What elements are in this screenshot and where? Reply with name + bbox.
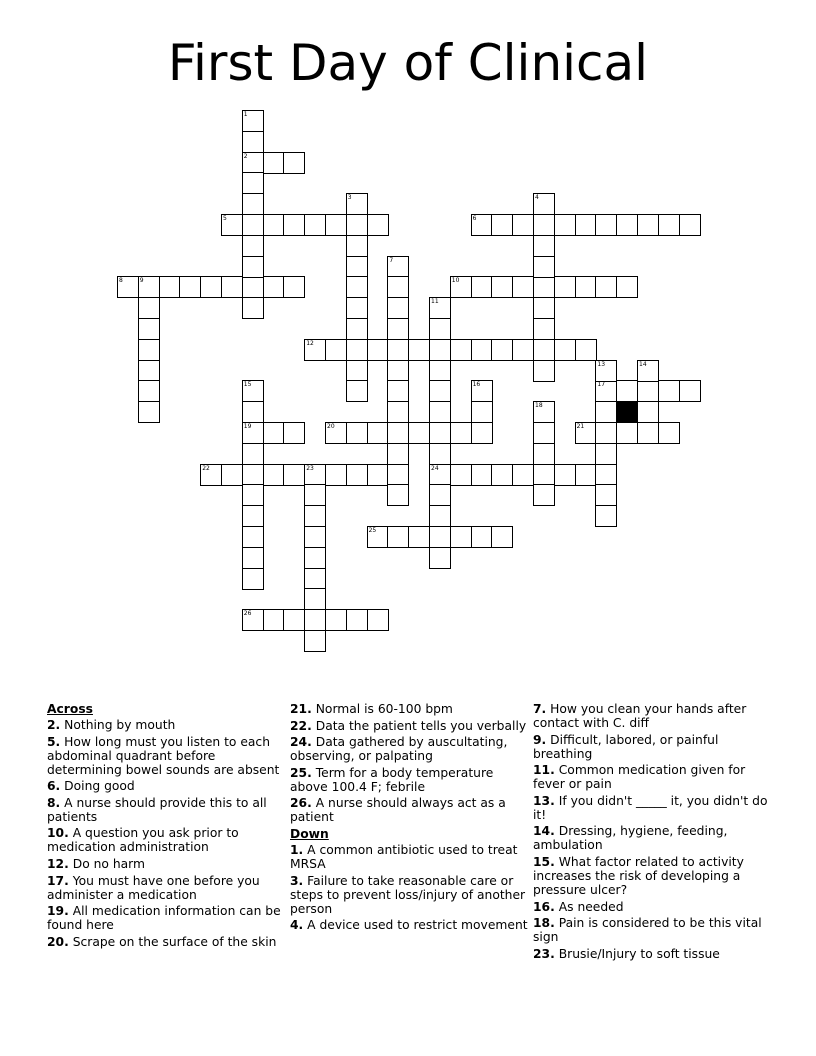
grid-cell[interactable] xyxy=(325,609,347,631)
grid-cell[interactable] xyxy=(408,339,430,361)
grid-cell[interactable] xyxy=(595,401,617,423)
grid-cell[interactable] xyxy=(346,235,368,257)
grid-cell[interactable] xyxy=(242,110,264,132)
down-clue xyxy=(533,794,773,822)
grid-cell[interactable] xyxy=(429,297,451,319)
grid-cell[interactable] xyxy=(575,214,597,236)
clues-column-1 xyxy=(47,702,287,951)
cell-number: 16 xyxy=(472,381,481,389)
down-clue xyxy=(533,702,773,730)
grid-cell[interactable] xyxy=(346,318,368,340)
grid-cell[interactable] xyxy=(283,422,305,444)
grid-cell[interactable] xyxy=(221,464,243,486)
grid-cell[interactable] xyxy=(637,214,659,236)
grid-cell[interactable] xyxy=(387,401,409,423)
clue-text: Data gathered by auscultating, observing, or palpating xyxy=(290,735,508,764)
grid-cell[interactable] xyxy=(325,339,347,361)
grid-cell[interactable] xyxy=(429,464,451,486)
grid-cell[interactable] xyxy=(304,526,326,548)
across-clue xyxy=(47,718,287,732)
clue-number: 21. xyxy=(290,702,312,716)
cell-number: 18 xyxy=(535,402,543,410)
grid-cell[interactable] xyxy=(242,401,264,423)
grid-cell[interactable] xyxy=(429,443,451,465)
grid-cell[interactable] xyxy=(304,464,326,486)
grid-cell[interactable] xyxy=(283,214,305,236)
grid-cell[interactable] xyxy=(138,318,160,340)
grid-cell[interactable] xyxy=(491,214,513,236)
across-clue xyxy=(290,735,530,763)
grid-cell[interactable] xyxy=(491,526,513,548)
clue-number: 24. xyxy=(290,735,312,750)
grid-cell[interactable] xyxy=(138,401,160,423)
grid-cell[interactable] xyxy=(387,256,409,278)
clue-text: All medication information can be found here xyxy=(47,904,281,933)
grid-cell[interactable] xyxy=(242,464,264,486)
grid-cell[interactable] xyxy=(429,380,451,402)
grid-cell[interactable] xyxy=(387,339,409,361)
cell-number: 7 xyxy=(389,256,394,264)
clue-number: 12. xyxy=(47,856,69,871)
grid-cell[interactable] xyxy=(346,360,368,382)
cell-number: 21 xyxy=(576,423,585,430)
grid-cell[interactable] xyxy=(533,339,555,361)
cell-number: 2 xyxy=(243,152,248,160)
grid-cell[interactable] xyxy=(346,297,368,319)
clue-number: 18. xyxy=(533,916,555,931)
grid-cell[interactable] xyxy=(242,609,264,631)
grid-cell[interactable] xyxy=(304,214,326,236)
grid-cell[interactable] xyxy=(554,339,576,361)
clue-text: A question you ask prior to medication administration xyxy=(47,826,239,855)
cell-number: 9 xyxy=(139,277,144,285)
down-clue xyxy=(533,916,773,944)
cell-number: 11 xyxy=(431,298,439,306)
grid-cell[interactable] xyxy=(450,464,472,486)
clue-text: Difficult, labored, or painful breathing xyxy=(533,732,719,761)
across-clue xyxy=(290,702,530,716)
clue-number: 20. xyxy=(47,934,69,949)
grid-cell[interactable] xyxy=(242,568,264,590)
grid-cell[interactable] xyxy=(575,422,597,444)
grid-cell[interactable] xyxy=(221,276,243,298)
grid-cell[interactable] xyxy=(471,339,493,361)
clue-text: Data the patient tells you verbally xyxy=(315,718,527,733)
grid-cell[interactable] xyxy=(429,505,451,527)
grid-cell[interactable] xyxy=(554,464,576,486)
clue-text: Dressing, hygiene, feeding, ambulation xyxy=(533,824,728,853)
cell-number: 13 xyxy=(597,360,606,368)
grid-cell[interactable] xyxy=(283,276,305,298)
grid-cell[interactable] xyxy=(679,380,701,402)
across-clue xyxy=(47,904,287,932)
grid-cell[interactable] xyxy=(450,339,472,361)
across-clue xyxy=(290,796,530,824)
clue-text: Normal is 60-100 bpm xyxy=(315,702,453,716)
grid-cell[interactable] xyxy=(554,276,576,298)
clue-text: Failure to take reasonable care or steps to prevent loss/injury of another person xyxy=(290,873,526,916)
grid-cell[interactable] xyxy=(117,276,139,298)
grid-cell[interactable] xyxy=(471,422,493,444)
grid-cell[interactable] xyxy=(325,214,347,236)
grid-cell[interactable] xyxy=(242,297,264,319)
grid-cell[interactable] xyxy=(242,276,264,298)
clue-number: 15. xyxy=(533,854,555,869)
cell-number: 25 xyxy=(368,527,377,534)
clues-column-3 xyxy=(533,702,773,963)
clue-text: How you clean your hands after contact with C. diff xyxy=(533,702,747,730)
grid-cell[interactable] xyxy=(242,422,264,444)
grid-cell[interactable] xyxy=(533,214,555,236)
grid-cell[interactable] xyxy=(346,193,368,215)
grid-cell[interactable] xyxy=(450,276,472,298)
clue-number: 7. xyxy=(533,702,547,716)
grid-cell[interactable] xyxy=(242,256,264,278)
grid-cell[interactable] xyxy=(263,464,285,486)
clue-number: 11. xyxy=(533,763,555,778)
grid-cell[interactable] xyxy=(304,484,326,506)
grid-cell[interactable] xyxy=(387,443,409,465)
across-clue xyxy=(47,796,287,824)
grid-cell[interactable] xyxy=(367,609,389,631)
grid-cell[interactable] xyxy=(242,443,264,465)
grid-cell[interactable] xyxy=(242,526,264,548)
clue-text: Brusie/Injury to soft tissue xyxy=(558,946,720,961)
grid-cell[interactable] xyxy=(595,505,617,527)
clue-text: How long must you listen to each abdominal quadrant before determining bowel sounds are absent xyxy=(47,734,280,777)
clue-number: 26. xyxy=(290,796,312,811)
cell-number: 23 xyxy=(306,464,314,472)
cell-number: 3 xyxy=(347,194,352,202)
grid-cell[interactable] xyxy=(138,380,160,402)
grid-cell[interactable] xyxy=(242,131,264,153)
grid-cell[interactable] xyxy=(138,276,160,298)
grid-cell[interactable] xyxy=(325,464,347,486)
grid-cell[interactable] xyxy=(533,297,555,319)
cell-number: 10 xyxy=(451,277,460,285)
grid-cell[interactable] xyxy=(471,214,493,236)
clue-text: What factor related to activity increases the risk of developing a pressure ulcer? xyxy=(533,854,744,897)
grid-cell[interactable] xyxy=(387,297,409,319)
clue-text: Pain is considered to be this vital sign xyxy=(533,916,762,945)
grid-cell[interactable] xyxy=(387,422,409,444)
grid-cell[interactable] xyxy=(658,422,680,444)
grid-cell[interactable] xyxy=(616,276,638,298)
grid-cell[interactable] xyxy=(491,464,513,486)
down-clue xyxy=(533,947,773,961)
grid-cell[interactable] xyxy=(367,526,389,548)
grid-cell[interactable] xyxy=(533,235,555,257)
grid-cell[interactable] xyxy=(533,422,555,444)
cell-number: 20 xyxy=(327,423,335,430)
clue-number: 23. xyxy=(533,946,555,961)
grid-cell[interactable] xyxy=(471,276,493,298)
grid-cell[interactable] xyxy=(595,422,617,444)
grid-cell[interactable] xyxy=(138,360,160,382)
grid-cell[interactable] xyxy=(637,422,659,444)
grid-cell[interactable] xyxy=(263,609,285,631)
grid-cell[interactable] xyxy=(304,588,326,610)
across-clue xyxy=(47,874,287,902)
grid-cell[interactable] xyxy=(346,609,368,631)
grid-cell[interactable] xyxy=(491,276,513,298)
clue-number: 10. xyxy=(47,826,69,841)
grid-cell[interactable] xyxy=(242,172,264,194)
grid-cell[interactable] xyxy=(367,339,389,361)
grid-cell[interactable] xyxy=(242,484,264,506)
grid-cell[interactable] xyxy=(533,276,555,298)
grid-cell[interactable] xyxy=(242,235,264,257)
grid-cell[interactable] xyxy=(491,339,513,361)
clue-number: 16. xyxy=(533,899,555,914)
grid-cell[interactable] xyxy=(575,464,597,486)
grid-cell[interactable] xyxy=(387,360,409,382)
grid-cell[interactable] xyxy=(616,422,638,444)
grid-cell[interactable] xyxy=(346,276,368,298)
grid-cell[interactable] xyxy=(346,380,368,402)
across-clue xyxy=(47,857,287,871)
down-clue xyxy=(290,918,530,932)
grid-cell[interactable] xyxy=(387,276,409,298)
across-clue xyxy=(290,766,530,794)
grid-cell[interactable] xyxy=(200,464,222,486)
grid-cell[interactable] xyxy=(242,505,264,527)
grid-cell[interactable] xyxy=(471,526,493,548)
grid-cell[interactable] xyxy=(533,256,555,278)
down-clue xyxy=(290,874,530,916)
clue-number: 13. xyxy=(533,793,555,808)
grid-cell[interactable] xyxy=(595,380,617,402)
grid-cell[interactable] xyxy=(179,276,201,298)
grid-cell[interactable] xyxy=(554,214,576,236)
grid-cell[interactable] xyxy=(637,401,659,423)
clue-number: 9. xyxy=(533,732,547,747)
grid-cell[interactable] xyxy=(283,609,305,631)
cell-number: 6 xyxy=(472,215,477,222)
clue-number: 8. xyxy=(47,795,61,810)
grid-cell[interactable] xyxy=(263,214,285,236)
clue-text: Term for a body temperature above 100.4 F; febrile xyxy=(290,765,494,794)
clue-text: As needed xyxy=(558,899,624,914)
clue-number: 4. xyxy=(290,918,304,933)
grid-cell[interactable] xyxy=(471,401,493,423)
grid-cell[interactable] xyxy=(242,152,264,174)
grid-cell[interactable] xyxy=(429,484,451,506)
cell-number: 19 xyxy=(243,423,252,430)
cell-number: 14 xyxy=(639,360,647,368)
grid-cell[interactable] xyxy=(387,464,409,486)
clue-number: 6. xyxy=(47,779,61,794)
clue-number: 22. xyxy=(290,718,312,733)
grid-cell[interactable] xyxy=(242,547,264,569)
grid-cell[interactable] xyxy=(387,380,409,402)
clue-text: If you didn't _____ it, you didn't do it! xyxy=(533,793,768,822)
clue-number: 3. xyxy=(290,873,304,888)
cell-number: 4 xyxy=(535,194,539,202)
clue-number: 2. xyxy=(47,718,61,732)
down-clue xyxy=(533,855,773,897)
clue-text: Scrape on the surface of the skin xyxy=(72,934,277,949)
grid-cell[interactable] xyxy=(533,360,555,382)
across-clue xyxy=(47,935,287,949)
clue-text: Nothing by mouth xyxy=(64,718,176,732)
grid-cell[interactable] xyxy=(471,464,493,486)
grid-cell[interactable] xyxy=(138,339,160,361)
grid-cell[interactable] xyxy=(429,318,451,340)
clue-text: A common antibiotic used to treat MRSA xyxy=(290,842,518,871)
clues-column-2 xyxy=(290,702,530,935)
grid-cell[interactable] xyxy=(450,422,472,444)
cell-number: 12 xyxy=(306,339,314,347)
grid-cell[interactable] xyxy=(679,214,701,236)
grid-cell[interactable] xyxy=(595,360,617,382)
clue-number: 19. xyxy=(47,904,69,919)
clue-number: 5. xyxy=(47,734,61,749)
grid-cell[interactable] xyxy=(304,609,326,631)
clue-text: A nurse should always act as a patient xyxy=(290,796,506,825)
grid-cell[interactable] xyxy=(325,422,347,444)
grid-cell[interactable] xyxy=(367,214,389,236)
puzzle-title: First Day of Clinical xyxy=(167,34,649,92)
grid-cell[interactable] xyxy=(138,297,160,319)
grid-cell[interactable] xyxy=(346,464,368,486)
grid-cell[interactable] xyxy=(263,152,285,174)
grid-cell[interactable] xyxy=(637,380,659,402)
grid-cell[interactable] xyxy=(346,214,368,236)
cell-number: 24 xyxy=(431,464,439,472)
grid-cell[interactable] xyxy=(512,276,534,298)
grid-cell[interactable] xyxy=(283,152,305,174)
grid-cell[interactable] xyxy=(637,360,659,382)
grid-cell[interactable] xyxy=(512,214,534,236)
grid-cell[interactable] xyxy=(408,526,430,548)
grid-cell[interactable] xyxy=(658,380,680,402)
grid-cell[interactable] xyxy=(533,401,555,423)
grid-cell[interactable] xyxy=(159,276,181,298)
clue-number: 25. xyxy=(290,765,312,780)
grid-cell[interactable] xyxy=(575,276,597,298)
grid-cell[interactable] xyxy=(304,505,326,527)
grid-cell[interactable] xyxy=(367,422,389,444)
grid-cell[interactable] xyxy=(304,568,326,590)
grid-cell[interactable] xyxy=(533,443,555,465)
clue-text: Doing good xyxy=(64,779,135,794)
grid-cell[interactable] xyxy=(242,193,264,215)
grid-cell[interactable] xyxy=(595,276,617,298)
grid-cell[interactable] xyxy=(616,380,638,402)
grid-cell[interactable] xyxy=(429,547,451,569)
clue-number: 17. xyxy=(47,873,69,888)
cell-number: 1 xyxy=(243,111,248,118)
grid-cell[interactable] xyxy=(533,318,555,340)
grid-cell[interactable] xyxy=(346,339,368,361)
down-clue xyxy=(533,824,773,852)
cell-number: 22 xyxy=(202,464,210,472)
grid-cell[interactable] xyxy=(595,443,617,465)
grid-cell[interactable] xyxy=(263,422,285,444)
grid-cell[interactable] xyxy=(575,339,597,361)
grid-cell[interactable] xyxy=(595,464,617,486)
grid-cell[interactable] xyxy=(367,464,389,486)
down-heading: Down xyxy=(290,826,329,841)
clue-text: You must have one before you administer a medication xyxy=(47,873,260,902)
clue-number: 14. xyxy=(533,824,555,839)
grid-cell[interactable] xyxy=(471,380,493,402)
down-clue xyxy=(533,900,773,914)
grid-cell[interactable] xyxy=(429,401,451,423)
grid-cell[interactable] xyxy=(346,422,368,444)
down-clue xyxy=(290,843,530,871)
grid-cell[interactable] xyxy=(387,318,409,340)
grid-cell[interactable] xyxy=(242,214,264,236)
grid-cell[interactable] xyxy=(387,526,409,548)
across-clue xyxy=(290,719,530,733)
grid-cell[interactable] xyxy=(450,526,472,548)
grid-cell[interactable] xyxy=(429,526,451,548)
grid-cell[interactable] xyxy=(595,214,617,236)
clue-text: Do no harm xyxy=(72,856,145,871)
across-clue xyxy=(47,779,287,793)
grid-cell[interactable] xyxy=(200,276,222,298)
grid-cell[interactable] xyxy=(616,214,638,236)
clue-number: 1. xyxy=(290,842,304,857)
cell-number: 5 xyxy=(223,215,227,222)
down-clue xyxy=(533,763,773,791)
clue-text: A nurse should provide this to all patients xyxy=(47,795,267,824)
across-clue xyxy=(47,735,287,777)
grid-cell[interactable] xyxy=(429,360,451,382)
grid-cell[interactable] xyxy=(283,464,305,486)
grid-cell[interactable] xyxy=(387,484,409,506)
grid-cell[interactable] xyxy=(429,422,451,444)
clue-text: Common medication given for fever or pain xyxy=(533,763,746,792)
grid-cell[interactable] xyxy=(408,422,430,444)
down-clue xyxy=(533,733,773,761)
grid-cell[interactable] xyxy=(221,214,243,236)
across-clue xyxy=(47,826,287,854)
grid-cell[interactable] xyxy=(512,464,534,486)
grid-cell[interactable] xyxy=(595,484,617,506)
grid-cell[interactable] xyxy=(242,380,264,402)
across-heading: Across xyxy=(47,702,93,716)
grid-cell[interactable] xyxy=(533,484,555,506)
cell-number: 8 xyxy=(119,277,123,285)
grid-cell[interactable] xyxy=(346,256,368,278)
grid-cell[interactable] xyxy=(658,214,680,236)
grid-cell[interactable] xyxy=(533,464,555,486)
cell-number: 17 xyxy=(597,381,606,389)
grid-cell[interactable] xyxy=(429,339,451,361)
cell-number: 15 xyxy=(243,381,252,389)
grid-cell[interactable] xyxy=(304,630,326,652)
grid-cell[interactable] xyxy=(304,339,326,361)
grid-block-cell xyxy=(616,401,638,423)
grid-cell[interactable] xyxy=(304,547,326,569)
grid-cell[interactable] xyxy=(263,276,285,298)
grid-cell[interactable] xyxy=(512,339,534,361)
grid-cell[interactable] xyxy=(533,193,555,215)
cell-number: 26 xyxy=(243,610,252,618)
clue-text: A device used to restrict movement xyxy=(307,918,528,933)
